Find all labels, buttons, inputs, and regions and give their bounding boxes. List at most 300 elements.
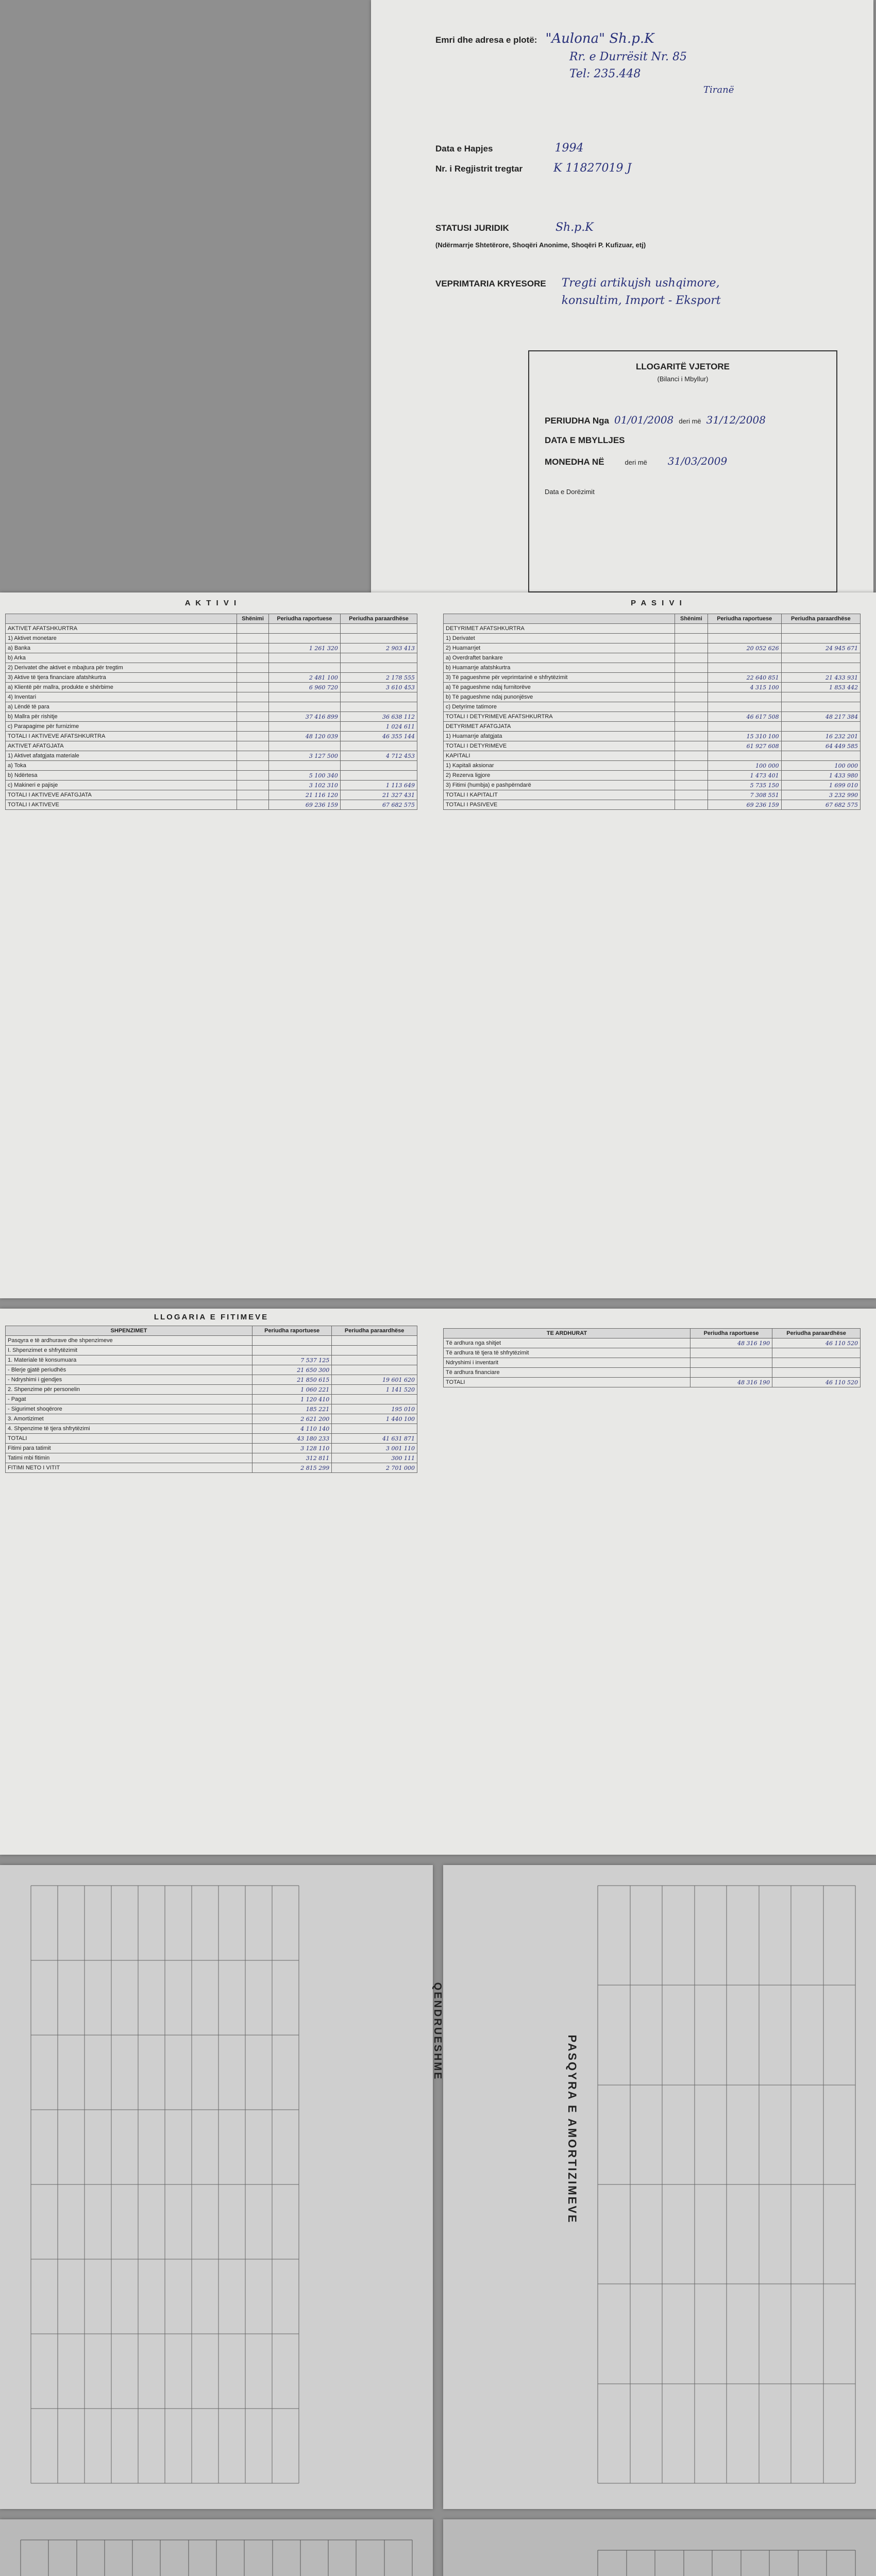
row-label: a) Lëndë të para xyxy=(6,702,237,712)
row-note xyxy=(237,624,269,634)
table-row xyxy=(444,673,861,683)
row-note xyxy=(675,663,708,673)
row-label: b) Huamarrje afatshkurtra xyxy=(444,663,675,673)
row-note xyxy=(237,790,269,800)
row-note xyxy=(237,781,269,790)
row-label: - Sigurimet shoqërore xyxy=(6,1404,252,1414)
income-statement-page xyxy=(0,1309,876,1855)
row-value: 67 682 575 xyxy=(340,800,417,810)
row-value xyxy=(340,624,417,634)
period-to-value: 31/12/2008 xyxy=(706,414,766,426)
row-value: 3 102 310 xyxy=(269,781,341,790)
row-value xyxy=(269,741,341,751)
legal-status-note: (Ndërmarrje Shtetërore, Shoqëri Anonime, Shoqëri P. Kufizuar, etj) xyxy=(435,241,646,249)
row-value: 6 960 720 xyxy=(269,683,341,692)
row-value xyxy=(269,692,341,702)
revenue-col-current: Periudha raportuese xyxy=(690,1329,772,1338)
row-value xyxy=(781,692,860,702)
table-row xyxy=(444,751,861,761)
row-value: 100 000 xyxy=(707,761,781,771)
aktivi-title: A K T I V I xyxy=(184,599,238,607)
row-value xyxy=(707,663,781,673)
table-row xyxy=(6,1434,417,1444)
row-value xyxy=(781,624,860,634)
table-row xyxy=(6,653,417,663)
row-label: I. Shpenzimet e shfrytëzimit xyxy=(6,1346,252,1355)
aktivi-col-current: Periudha raportuese xyxy=(269,614,341,624)
row-label: 4. Shpenzime të tjera shfrytëzimi xyxy=(6,1424,252,1434)
row-label: AKTIVET AFATGJATA xyxy=(6,741,237,751)
row-note xyxy=(675,790,708,800)
row-value xyxy=(269,702,341,712)
row-value xyxy=(707,653,781,663)
row-note xyxy=(237,653,269,663)
row-note xyxy=(237,634,269,643)
company-name: "Aulona" Sh.p.K xyxy=(545,31,654,46)
table-row xyxy=(6,1365,417,1375)
box-subtitle: (Bilanci i Mbyllur) xyxy=(657,375,709,383)
row-value: 19 601 620 xyxy=(332,1375,417,1385)
row-value: 43 180 233 xyxy=(252,1434,332,1444)
row-note xyxy=(675,722,708,732)
row-value: 67 682 575 xyxy=(781,800,860,810)
row-label: a) Toka xyxy=(6,761,237,771)
table-row xyxy=(444,692,861,702)
pasivi-col-label xyxy=(444,614,675,624)
row-value: 300 111 xyxy=(332,1453,417,1463)
row-value: 1 699 010 xyxy=(781,781,860,790)
table-row xyxy=(6,643,417,653)
row-value: 22 640 851 xyxy=(707,673,781,683)
row-value xyxy=(332,1346,417,1355)
table-row xyxy=(444,1378,861,1387)
row-label: a) Overdraftet bankare xyxy=(444,653,675,663)
table-row xyxy=(6,673,417,683)
table-row xyxy=(6,1375,417,1385)
table-row xyxy=(6,722,417,732)
row-value xyxy=(707,692,781,702)
table-row xyxy=(444,1358,861,1368)
row-value: 1 141 520 xyxy=(332,1385,417,1395)
row-label: TOTALI I PASIVEVE xyxy=(444,800,675,810)
row-label: TOTALI I AKTIVEVE AFATSHKURTRA xyxy=(6,732,237,741)
expenses-col-current: Periudha raportuese xyxy=(252,1326,332,1336)
row-label: c) Makineri e pajisje xyxy=(6,781,237,790)
name-address-label: Emri dhe adresa e plotë: xyxy=(435,35,537,45)
row-label: a) Të pagueshme ndaj furnitorëve xyxy=(444,683,675,692)
row-value: 3 001 110 xyxy=(332,1444,417,1453)
row-label: 1) Huamarrje afatgjata xyxy=(444,732,675,741)
row-value: 1 060 221 xyxy=(252,1385,332,1395)
row-value: 46 355 144 xyxy=(340,732,417,741)
row-value xyxy=(772,1358,861,1368)
row-value xyxy=(269,663,341,673)
row-value xyxy=(690,1348,772,1358)
company-address: Rr. e Durrësit Nr. 85 xyxy=(569,50,687,63)
row-value: 4 110 140 xyxy=(252,1424,332,1434)
row-value: 1 024 611 xyxy=(340,722,417,732)
row-note xyxy=(237,683,269,692)
row-value: 20 052 626 xyxy=(707,643,781,653)
row-value: 3 127 500 xyxy=(269,751,341,761)
row-value: 1 440 100 xyxy=(332,1414,417,1424)
row-value xyxy=(252,1346,332,1355)
row-value xyxy=(332,1355,417,1365)
row-label: Pasqyra e të ardhurave dhe shpenzimeve xyxy=(6,1336,252,1346)
row-value xyxy=(332,1424,417,1434)
revenue-table xyxy=(443,1328,861,1387)
depreciation-grid-left xyxy=(31,1886,299,2483)
table-row xyxy=(6,790,417,800)
row-value xyxy=(781,653,860,663)
row-value: 2 178 555 xyxy=(340,673,417,683)
row-note xyxy=(237,800,269,810)
row-value: 21 327 431 xyxy=(340,790,417,800)
aktivi-col-note: Shënimi xyxy=(237,614,269,624)
row-label: Të ardhura financiare xyxy=(444,1368,690,1378)
row-note xyxy=(237,702,269,712)
row-value: 48 316 190 xyxy=(690,1338,772,1348)
row-label: TOTALI I DETYRIMEVE xyxy=(444,741,675,751)
row-value xyxy=(340,741,417,751)
row-value: 1 473 401 xyxy=(707,771,781,781)
currency-label: MONEDHA NË xyxy=(545,457,604,467)
row-value xyxy=(332,1336,417,1346)
open-date-label: Data e Hapjes xyxy=(435,144,493,154)
row-label: 4) Inventari xyxy=(6,692,237,702)
row-value: 16 232 201 xyxy=(781,732,860,741)
row-note xyxy=(237,732,269,741)
table-row xyxy=(444,663,861,673)
row-note xyxy=(675,683,708,692)
row-value xyxy=(340,771,417,781)
row-note xyxy=(675,692,708,702)
table-row xyxy=(6,1346,417,1355)
table-row xyxy=(6,663,417,673)
row-note xyxy=(675,781,708,790)
row-label: Të ardhura të tjera të shfrytëzimit xyxy=(444,1348,690,1358)
expenses-col-previous: Periudha paraardhëse xyxy=(332,1326,417,1336)
row-label: - Pagat xyxy=(6,1395,252,1404)
table-row xyxy=(6,702,417,712)
register-label: Nr. i Regjistrit tregtar xyxy=(435,164,523,174)
row-value: 1 120 410 xyxy=(252,1395,332,1404)
depreciation-title: PASQYRA E AMORTIZIMEVE xyxy=(566,2035,579,2224)
row-value: 2 701 000 xyxy=(332,1463,417,1473)
row-value: 100 000 xyxy=(781,761,860,771)
row-value xyxy=(269,624,341,634)
table-row xyxy=(444,741,861,751)
table-row xyxy=(6,634,417,643)
company-city: Tiranë xyxy=(703,84,734,95)
row-value xyxy=(690,1358,772,1368)
row-value: 3 610 453 xyxy=(340,683,417,692)
row-value: 46 617 508 xyxy=(707,712,781,722)
activity-value: Tregti artikujsh ushqimore, konsultim, Import - Eksport xyxy=(561,277,721,307)
row-note xyxy=(237,771,269,781)
row-label: b) Të pagueshme ndaj punonjësve xyxy=(444,692,675,702)
row-value xyxy=(269,722,341,732)
period-from-value: 01/01/2008 xyxy=(614,414,674,426)
row-value xyxy=(781,751,860,761)
row-label: 1) Derivatet xyxy=(444,634,675,643)
row-value: 21 650 300 xyxy=(252,1365,332,1375)
table-row xyxy=(6,1414,417,1424)
table-row xyxy=(444,1368,861,1378)
table-row xyxy=(6,741,417,751)
row-value xyxy=(707,751,781,761)
row-note xyxy=(237,663,269,673)
table-row xyxy=(6,1424,417,1434)
row-label: TOTALI xyxy=(444,1378,690,1387)
row-value xyxy=(269,653,341,663)
row-note xyxy=(237,673,269,683)
table-row xyxy=(6,692,417,702)
row-note xyxy=(237,751,269,761)
row-label: - Blerje gjatë periudhës xyxy=(6,1365,252,1375)
table-row xyxy=(6,1336,417,1346)
row-value xyxy=(340,702,417,712)
pasivi-table xyxy=(443,614,861,810)
row-value xyxy=(707,702,781,712)
row-note xyxy=(675,643,708,653)
table-row xyxy=(6,732,417,741)
table-row xyxy=(6,781,417,790)
row-note xyxy=(237,761,269,771)
table-row xyxy=(6,751,417,761)
company-phone: Tel: 235.448 xyxy=(569,67,641,80)
period-from-label: PERIUDHA Nga xyxy=(545,416,609,426)
row-value: 195 010 xyxy=(332,1404,417,1414)
table-row xyxy=(444,702,861,712)
row-value xyxy=(340,634,417,643)
table-row xyxy=(444,790,861,800)
row-label: b) Mallra për rishitje xyxy=(6,712,237,722)
row-note xyxy=(675,800,708,810)
legal-status-value: Sh.p.K xyxy=(555,221,594,234)
row-label: 3) Aktive të tjera financiare afatshkurtra xyxy=(6,673,237,683)
row-value xyxy=(340,653,417,663)
table-row xyxy=(444,643,861,653)
aktivi-col-previous: Periudha paraardhëse xyxy=(340,614,417,624)
row-value: 5 735 150 xyxy=(707,781,781,790)
row-label: KAPITALI xyxy=(444,751,675,761)
row-value: 69 236 159 xyxy=(269,800,341,810)
row-value xyxy=(772,1368,861,1378)
pasivi-col-current: Periudha raportuese xyxy=(707,614,781,624)
row-note xyxy=(675,673,708,683)
legal-status-label: STATUSI JURIDIK xyxy=(435,223,509,233)
row-value: 48 120 039 xyxy=(269,732,341,741)
row-label: Fitimi para tatimit xyxy=(6,1444,252,1453)
profit-account-title: LLOGARIA E FITIMEVE xyxy=(154,1313,269,1321)
row-value xyxy=(781,702,860,712)
box-title: LLOGARITË VJETORE xyxy=(636,362,730,371)
row-value: 5 100 340 xyxy=(269,771,341,781)
row-note xyxy=(237,643,269,653)
row-value: 3 128 110 xyxy=(252,1444,332,1453)
revenue-col-previous: Periudha paraardhëse xyxy=(772,1329,861,1338)
row-value xyxy=(781,634,860,643)
row-label: 2) Derivatet dhe aktivet e mbajtura për tregtim xyxy=(6,663,237,673)
row-value xyxy=(707,634,781,643)
depreciation-grid-right xyxy=(598,1886,855,2483)
row-value xyxy=(252,1336,332,1346)
row-label: 1) Aktivet monetare xyxy=(6,634,237,643)
row-value: 21 850 615 xyxy=(252,1375,332,1385)
register-value: K 11827019 J xyxy=(553,162,632,175)
row-note xyxy=(675,761,708,771)
row-value: 36 638 112 xyxy=(340,712,417,722)
row-value: 4 712 453 xyxy=(340,751,417,761)
row-value xyxy=(332,1395,417,1404)
row-value xyxy=(269,634,341,643)
row-value: 37 416 899 xyxy=(269,712,341,722)
row-value xyxy=(340,663,417,673)
row-value: 1 261 320 xyxy=(269,643,341,653)
tax-result-page-left xyxy=(0,2519,433,2576)
row-note xyxy=(675,712,708,722)
table-row xyxy=(444,1348,861,1358)
row-label: DETYRIMET AFATSHKURTRA xyxy=(444,624,675,634)
row-value: 7 308 551 xyxy=(707,790,781,800)
table-row xyxy=(444,634,861,643)
row-value: 312 811 xyxy=(252,1453,332,1463)
row-value: 21 433 931 xyxy=(781,673,860,683)
row-label: 1) Kapitali aksionar xyxy=(444,761,675,771)
table-row xyxy=(444,683,861,692)
depreciation-page-right xyxy=(443,1865,876,2509)
row-value: 2 815 299 xyxy=(252,1463,332,1473)
row-note xyxy=(237,692,269,702)
row-label: TOTALI xyxy=(6,1434,252,1444)
row-label: c) Detyrime tatimore xyxy=(444,702,675,712)
pasivi-col-previous: Periudha paraardhëse xyxy=(781,614,860,624)
cover-page xyxy=(371,0,873,639)
row-label: c) Parapagime për furnizime xyxy=(6,722,237,732)
row-note xyxy=(237,722,269,732)
table-row xyxy=(6,761,417,771)
expenses-table xyxy=(5,1326,417,1473)
row-label: TOTALI I AKTIVEVE AFATGJATA xyxy=(6,790,237,800)
row-value: 15 310 100 xyxy=(707,732,781,741)
row-label: 3. Amortizimet xyxy=(6,1414,252,1424)
row-label: 2. Shpenzime për personelin xyxy=(6,1385,252,1395)
row-label: AKTIVET AFATSHKURTRA xyxy=(6,624,237,634)
activity-label: VEPRIMTARIA KRYESORE xyxy=(435,279,546,289)
depreciation-page-left xyxy=(0,1865,443,2509)
row-note xyxy=(675,624,708,634)
row-value: 61 927 608 xyxy=(707,741,781,751)
aktivi-table xyxy=(5,614,417,810)
row-value xyxy=(340,692,417,702)
balance-sheet-page xyxy=(0,592,876,1298)
row-label: TOTALI I DETYRIMEVE AFATSHKURTRA xyxy=(444,712,675,722)
row-value: 185 221 xyxy=(252,1404,332,1414)
table-row xyxy=(444,800,861,810)
row-value xyxy=(707,722,781,732)
row-value: 1 113 649 xyxy=(340,781,417,790)
table-row xyxy=(6,1355,417,1365)
table-row xyxy=(6,1404,417,1414)
row-value: 64 449 585 xyxy=(781,741,860,751)
table-row xyxy=(444,653,861,663)
row-note xyxy=(675,751,708,761)
row-value: 46 110 520 xyxy=(772,1378,861,1387)
row-value xyxy=(340,761,417,771)
annual-accounts-box xyxy=(528,350,837,592)
row-value xyxy=(707,624,781,634)
table-row xyxy=(444,722,861,732)
currency-sub-label: deri më xyxy=(625,459,647,466)
period-to-label: deri më xyxy=(679,417,701,425)
table-row xyxy=(6,712,417,722)
row-note xyxy=(237,712,269,722)
open-date-value: 1994 xyxy=(554,142,584,155)
table-row xyxy=(444,1338,861,1348)
row-value: 24 945 671 xyxy=(781,643,860,653)
row-label: 3) Fitimi (humbja) e pashpërndarë xyxy=(444,781,675,790)
revenue-header: TE ARDHURAT xyxy=(444,1329,690,1338)
row-note xyxy=(675,732,708,741)
table-row xyxy=(444,761,861,771)
row-label: TOTALI I KAPITALIT xyxy=(444,790,675,800)
row-label: FITIMI NETO I VITIT xyxy=(6,1463,252,1473)
tax-grid-left xyxy=(21,2540,412,2576)
row-value: 2 621 200 xyxy=(252,1414,332,1424)
row-value xyxy=(772,1348,861,1358)
row-note xyxy=(675,634,708,643)
row-value: 7 537 125 xyxy=(252,1355,332,1365)
table-row xyxy=(6,1385,417,1395)
aktivi-col-label xyxy=(6,614,237,624)
row-value: 3 232 990 xyxy=(781,790,860,800)
row-label: 1) Aktivet afatgjata materiale xyxy=(6,751,237,761)
table-row xyxy=(444,624,861,634)
pasivi-title: P A S I V I xyxy=(631,599,683,607)
row-label: Ndryshimi i inventarit xyxy=(444,1358,690,1368)
submission-date-label: Data e Dorëzimit xyxy=(545,488,595,496)
tax-grid-right xyxy=(598,2550,855,2576)
table-row xyxy=(6,1463,417,1473)
row-label: TOTALI I AKTIVEVE xyxy=(6,800,237,810)
table-row xyxy=(6,683,417,692)
row-value xyxy=(332,1365,417,1375)
row-value xyxy=(781,663,860,673)
table-row xyxy=(6,624,417,634)
expenses-header: SHPENZIMET xyxy=(6,1326,252,1336)
row-label: - Ndryshimi i gjendjes xyxy=(6,1375,252,1385)
pasivi-col-note: Shënimi xyxy=(675,614,708,624)
row-label: 1. Materiale të konsumuara xyxy=(6,1355,252,1365)
row-note xyxy=(675,653,708,663)
row-value xyxy=(781,722,860,732)
table-row xyxy=(444,712,861,722)
row-value: 46 110 520 xyxy=(772,1338,861,1348)
row-note xyxy=(675,771,708,781)
row-value: 1 853 442 xyxy=(781,683,860,692)
row-value xyxy=(690,1368,772,1378)
submission-date-value: 31/03/2009 xyxy=(667,455,728,467)
table-row xyxy=(444,732,861,741)
row-value: 41 631 871 xyxy=(332,1434,417,1444)
row-label: b) Ndërtesa xyxy=(6,771,237,781)
row-label: 3) Të pagueshme për veprimtarinë e shfrytëzimit xyxy=(444,673,675,683)
fixed-assets-side-title: QENDRUESHME xyxy=(432,1982,443,2081)
row-label: DETYRIMET AFATGJATA xyxy=(444,722,675,732)
row-value: 48 316 190 xyxy=(690,1378,772,1387)
table-row xyxy=(6,771,417,781)
